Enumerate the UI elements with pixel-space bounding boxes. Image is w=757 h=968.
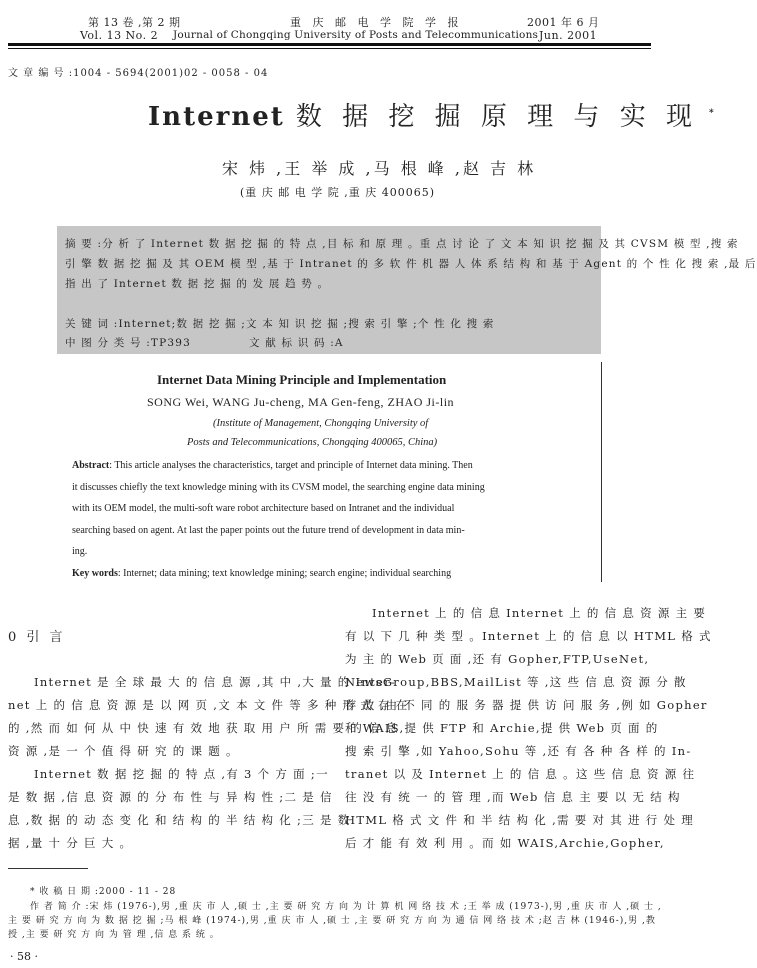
abstract-label: Abstract (72, 460, 110, 471)
right-col-line-5: 存 放 ,由 不 同 的 服 务 器 提 供 访 问 服 务 ,例 如 Gopher (345, 698, 708, 712)
left-col-line-1: Internet 是 全 球 最 大 的 信 息 源 ,其 中 ,大 量 的 Inter- (34, 675, 397, 689)
header-date-cn: 2001 年 6 月 (527, 16, 600, 29)
left-col-line-2: net 上 的 信 息 资 源 是 以 网 页 ,文 本 文 件 等 多 种 形 式 存 在 (8, 698, 409, 712)
english-abstract-line-2: it discusses chiefly the text knowledge mining with its CVSM model, the searching engine data mining (72, 481, 485, 493)
right-col-line-9: 往 没 有 统 一 的 管 理 ,而 Web 信 息 主 要 以 无 结 构 (345, 790, 681, 804)
header-volume-cn: 第 13 卷 ,第 2 期 (88, 16, 181, 29)
footnote-bio-line-1: 作 者 简 介 :宋 炜 (1976-),男 ,重 庆 市 人 ,硕 士 ,主 要 研 究 方 向 为 计 算 机 网 络 技 术 ;王 举 成 (1973-),男 ,重 庆 市 人 ,硕 士 , (30, 902, 662, 912)
abstract-cn-line-3: 指 出 了 Internet 数 据 挖 掘 的 发 展 趋 势 。 (65, 278, 330, 290)
page-number: · 58 · (10, 950, 38, 963)
abstract-box-cn (57, 226, 757, 354)
keywords-cn: 关 键 词 :Internet;数 据 挖 掘 ;文 本 知 识 挖 掘 ;搜 索 引 擎 ;个 性 化 搜 索 (65, 318, 495, 330)
footnote-received (30, 884, 176, 897)
english-abstract-line-1: : This article analyses the characteristics, target and principle of Internet data mining. Then (109, 460, 473, 471)
header-date-en: Jun. 2001 (539, 29, 598, 42)
english-affiliation-1: (Institute of Management, Chongqing University of (213, 418, 429, 429)
english-affiliation-2: Posts and Telecommunications, Chongqing 400065, China) (187, 437, 438, 448)
section-heading-intro: 0 引 言 (8, 630, 66, 645)
header-volume-en: Vol. 13 No. 2 (80, 29, 159, 42)
english-abstract-line-3: with its OEM model, the multi-soft ware robot architecture based on Intranet and the individual (72, 503, 455, 514)
left-col-line-7: 息 ,数 据 的 动 态 变 化 和 结 构 的 半 结 构 化 ;三 是 数 (8, 813, 351, 827)
footnote-rule (8, 868, 88, 869)
header-journal-en: Journal of Chongqing University of Posts and Telecommunications (173, 29, 539, 41)
document-code: 文 献 标 识 码 :A (249, 337, 344, 349)
header-rule-thin (8, 48, 651, 49)
english-abstract-line-5: ing. (72, 546, 88, 557)
right-col-line-1: Internet 上 的 信 息 Internet 上 的 信 息 资 源 主 要 (372, 606, 707, 620)
title-footnote-mark: * (709, 108, 716, 119)
footnote-bio-line-2: 主 要 研 究 方 向 为 数 据 挖 掘 ;马 根 峰 (1974-),男 ,重 庆 市 人 ,硕 士 ,主 要 研 究 方 向 为 通 信 网 络 技 术 ;赵 吉 林 (1946-),男 ,教 (8, 916, 656, 926)
keywords-label-en: Key words (72, 567, 118, 579)
received-date: 收 稿 日 期 :2000 - 11 - 28 (39, 887, 177, 897)
english-authors: SONG Wei, WANG Ju-cheng, MA Gen-feng, ZHAO Ji-lin (147, 395, 455, 409)
right-col-line-10: HTML 格 式 文 件 和 半 结 构 化 ,需 要 对 其 进 行 处 理 (345, 813, 695, 827)
abstract-cn-line-1: 摘 要 :分 析 了 Internet 数 据 挖 掘 的 特 点 ,目 标 和 原 理 。重 点 讨 论 了 文 本 知 识 挖 掘 及 其 CVSM 模 型 ,搜 索 (65, 238, 739, 250)
header-journal-cn: 重 庆 邮 电 学 院 学 报 (290, 16, 463, 29)
right-col-line-4: NewsGroup,BBS,MailList 等 ,这 些 信 息 资 源 分 散 (345, 675, 687, 689)
left-col-line-3: 的 ,然 而 如 何 从 中 快 速 有 效 地 获 取 用 户 所 需 要 的 信 息 (8, 721, 399, 735)
footnote-mark: * (30, 887, 36, 897)
clc-number: 中 图 分 类 号 :TP393 (65, 337, 192, 349)
right-col-line-7: 搜 索 引 擎 ,如 Yahoo,Sohu 等 ,还 有 各 种 各 样 的 In- (345, 744, 692, 758)
page-title (148, 96, 716, 133)
right-col-line-11: 后 才 能 有 效 利 用 。而 如 WAIS,Archie,Gopher, (345, 836, 665, 850)
keywords-en: : Internet; data mining; text knowledge mining; search engine; individual searching (117, 567, 452, 579)
right-col-line-6: 和 WAIS,提 供 FTP 和 Archie,提 供 Web 页 面 的 (345, 721, 659, 735)
right-col-line-3: 为 主 的 Web 页 面 ,还 有 Gopher,FTP,UseNet, (345, 652, 650, 666)
english-abstract-line-4: searching based on agent. At last the paper points out the future trend of development in data min- (72, 524, 465, 536)
footnote-bio-line-3: 授 ,主 要 研 究 方 向 为 管 理 ,信 息 系 统 。 (8, 930, 220, 940)
affiliation-cn: (重 庆 邮 电 学 院 ,重 庆 400065) (240, 186, 436, 199)
left-col-line-5: Internet 数 据 挖 掘 的 特 点 ,有 3 个 方 面 ;一 (34, 767, 329, 781)
abstract-cn-line-2: 引 擎 数 据 挖 掘 及 其 OEM 模 型 ,基 于 Intranet 的 多 软 件 机 器 人 体 系 结 构 和 基 于 Agent 的 个 性 化 搜 索 ,最 后 (65, 258, 757, 270)
left-col-line-4: 资 源 ,是 一 个 值 得 研 究 的 课 题 。 (8, 744, 239, 758)
header-rule-thick (8, 43, 651, 46)
authors-cn: 宋 炜 ,王 举 成 ,马 根 峰 ,赵 吉 林 (222, 159, 537, 178)
english-abstract (72, 455, 590, 584)
right-col-line-8: tranet 以 及 Internet 上 的 信 息 。这 些 信 息 资 源 往 (345, 767, 696, 781)
right-col-line-2: 有 以 下 几 种 类 型 。Internet 上 的 信 息 以 HTML 格 式 (345, 629, 712, 643)
left-col-line-8: 据 ,量 十 分 巨 大 。 (8, 836, 133, 850)
left-col-line-6: 是 数 据 ,信 息 资 源 的 分 布 性 与 异 构 性 ;二 是 信 (8, 790, 333, 804)
english-title: Internet Data Mining Principle and Implementation (157, 372, 447, 387)
title-cn: 数 据 挖 掘 原 理 与 实 现 (295, 102, 698, 132)
english-block-rule (601, 362, 602, 582)
article-id: 文 章 编 号 :1004 - 5694(2001)02 - 0058 - 04 (8, 68, 269, 79)
title-latin: Internet (148, 102, 285, 132)
